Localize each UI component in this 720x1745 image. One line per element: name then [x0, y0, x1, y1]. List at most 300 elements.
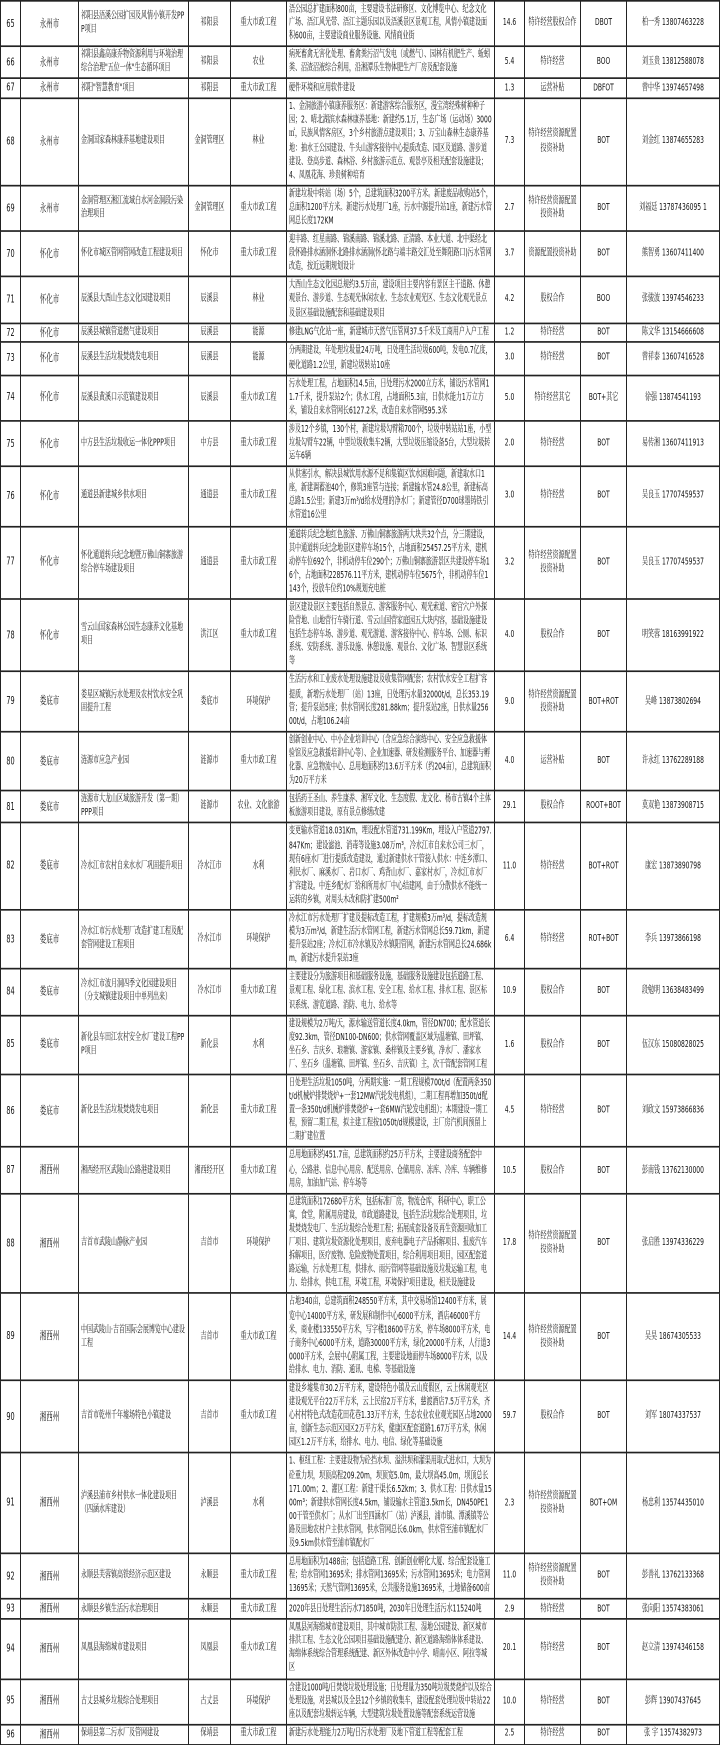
contact-cell: 张向阳 13574383061 — [627, 1599, 720, 1619]
category-cell: 环境保护 — [231, 910, 287, 969]
investment-cell: 2.9 — [495, 1599, 525, 1619]
category-cell: 水利 — [231, 1015, 287, 1074]
row-number: 89 — [1, 1294, 21, 1381]
contact-cell: 莫双艳 13873908715 — [627, 791, 720, 823]
project-name-cell: 吉首市乾州千年墟场特色小镇建设 — [79, 1380, 189, 1453]
content-cell: 冷水江市污水处理厂扩建及提标改造工程，扩建规模3万m³/d，提标改造规模为3万m³/d，新建生活污水管网工程，新建污水管网总长59.71km，新建提升泵站2座；冷水江市冷水镇及冷水镇阳管网，新建污水管网总长24.686km，新建污水提升泵站3座 — [287, 910, 495, 969]
county-cell: 祁阳县 — [189, 47, 231, 79]
category-cell: 重大市政工程 — [231, 1380, 287, 1453]
table-row — [1, 79, 720, 99]
cooperation-mode-cell: 特许经营 — [525, 343, 581, 375]
content-cell: 日处理生活垃圾1050吨，分两期实施：一期工程规模700t/d（配置两条350t/d机械炉排焚烧炉+一套12MW汽轮发电机组），二期工程再增加350t/d配置一条350t/d机械炉排焚烧炉+一套6MW汽轮发电机组）；本期建设一期工程，预留二期工程，拟主建工程按1050t/d规模建设，主厂房汽机间预留上二期扩建位置 — [287, 1074, 495, 1147]
county-cell: 辰溪县 — [189, 343, 231, 375]
table-row — [1, 47, 720, 79]
contact-cell: 康宏 13873890798 — [627, 823, 720, 910]
row-number: 72 — [1, 323, 21, 343]
county-cell: 吉首市 — [189, 1380, 231, 1453]
operation-mode-cell: BOT — [581, 343, 627, 375]
city-cell: 娄底市 — [21, 969, 79, 1015]
project-name-cell: 冷水江市波月洞四季文化园建设项目（分支城镇建设项目中单列出来） — [79, 969, 189, 1015]
content-cell: 占地340亩，总建筑面积248550平方米，其中交易场馆12400平方米，展览中心14000平方米，研发展和制作中心6000平方米，酒店46000平方米，商业楼133550平方米，写字楼18600平方米，停车场8000平方米，电子商务中心6000平方米，道路30000平方米，绿化20000平方米，人行道30000平方米，会展中心附属工程，主要建设地面停车场8000平方米，以及给排水、电力、消防、通讯、电梯、等基础设施 — [287, 1294, 495, 1381]
row-number: 86 — [1, 1074, 21, 1147]
table-row — [1, 1148, 720, 1194]
row-number: 82 — [1, 823, 21, 910]
cooperation-mode-cell: 特许经营 — [525, 467, 581, 526]
cooperation-mode-cell: 特许经营资源配置投资补助 — [525, 1554, 581, 1600]
operation-mode-cell: BOT — [581, 467, 627, 526]
city-cell: 娄底市 — [21, 910, 79, 969]
row-number: 65 — [1, 1, 21, 47]
operation-mode-cell: BOT — [581, 599, 627, 672]
operation-mode-cell: DBFOT — [581, 79, 627, 99]
table-row — [1, 231, 720, 277]
table-row — [1, 731, 720, 790]
city-cell: 娄底市 — [21, 672, 79, 731]
category-cell: 重大市政工程 — [231, 1148, 287, 1194]
cooperation-mode-cell: 特许经营其它 — [525, 375, 581, 421]
row-number: 85 — [1, 1015, 21, 1074]
operation-mode-cell: BOT — [581, 99, 627, 186]
contact-cell: 彭辉 13907437645 — [627, 1679, 720, 1725]
category-cell: 重大市政工程 — [231, 421, 287, 467]
cooperation-mode-cell: 特许经营 — [525, 47, 581, 79]
table-row — [1, 1074, 720, 1147]
content-cell: 建设规模为2万吨/天，源水输送管道长度4.0km，管径DN700；配水管道长度92.3km，管径DN100-DN600；供水管网覆盖区域为温塘镇、田坪镇、坐石乡、吉庆乡、琅塘镇、游家镇、桑梓镇及主要乡镇，净水厂、潘家水厂、坐石乡（温塘镇、田坪镇、坐石乡、吉庆镇）主，次干管配套管网工程 — [287, 1015, 495, 1074]
cooperation-mode-cell: 特许经营资源配置投资补助 — [525, 672, 581, 731]
content-cell: 生活污水和工业废水处理设施建设及收集管网配套；农村饮水安全工程扩容提质，新增污水处理厂（站）13座，日处理污水量32000t/d，总长353.19管；提升泵站5座；供水管网长度281.88km；提升泵站2座，日供水量25600t/d，占地106.24亩 — [287, 672, 495, 731]
row-number: 87 — [1, 1148, 21, 1194]
project-name-cell: 娄星区城镇污水处理及农村饮水安全巩固提升工程 — [79, 672, 189, 731]
content-cell: 分两期建设，年处理垃圾量24万吨，日处理生活垃圾600吨，发电0.7亿度，硬化道路1.2公里，新建垃圾转站10座 — [287, 343, 495, 375]
city-cell: 怀化市 — [21, 231, 79, 277]
county-cell: 通道县 — [189, 467, 231, 526]
county-cell: 冷水江市 — [189, 969, 231, 1015]
investment-cell: 59.7 — [495, 1380, 525, 1453]
investment-cell: 3.7 — [495, 231, 525, 277]
operation-mode-cell: BOT — [581, 1380, 627, 1453]
content-cell: 通道转兵纪念地红色旅游、万佛山铜寨旅游两大块共32个点，分三期建设，其中通道转兵纪念地景区建停车场15个，占地面积25457.25平方米，建机动停车位692个，非机动停车位290个；万佛山铜寨旅游景区共建设停车场16个，占地面积228576.11平方米，建机动停车位5675个，非机动停车位1143个，投放车位约10%规划充电桩 — [287, 526, 495, 599]
city-cell: 永州市 — [21, 79, 79, 99]
row-number: 79 — [1, 672, 21, 731]
category-cell: 重大市政工程 — [231, 1, 287, 47]
project-name-cell: 怀化通道转兵纪念地暨万佛山铜寨旅游综合停车场建设项目 — [79, 526, 189, 599]
category-cell: 重大市政工程 — [231, 1554, 287, 1600]
contact-cell: 张 宇 13574382973 — [627, 1724, 720, 1744]
project-name-cell: 冷水江市污水处理厂改造扩建工程及配套管网建设工程项目 — [79, 910, 189, 969]
county-cell: 通道县 — [189, 526, 231, 599]
contact-cell: 吴良玉 17707459537 — [627, 526, 720, 599]
investment-cell: 5.4 — [495, 47, 525, 79]
category-cell: 重大市政工程 — [231, 731, 287, 790]
operation-mode-cell: BOT — [581, 1554, 627, 1600]
contact-cell: 张骏波 13974546233 — [627, 277, 720, 323]
content-cell: 新建垃圾中转站（场）5个，总建筑面积3200平方米。新建废品收购站5个，总面积1200平方米。新建污水处理厂1座，污水中源提升站1座，新建污水管网总长度172KM — [287, 185, 495, 231]
operation-mode-cell: BOO — [581, 277, 627, 323]
table-row — [1, 421, 720, 467]
county-cell: 祁阳县 — [189, 79, 231, 99]
row-number: 95 — [1, 1679, 21, 1725]
county-cell: 娄底市 — [189, 672, 231, 731]
county-cell: 新化县 — [189, 1015, 231, 1074]
operation-mode-cell: BOT — [581, 969, 627, 1015]
county-cell: 涟源市 — [189, 791, 231, 823]
row-number: 66 — [1, 47, 21, 79]
operation-mode-cell: DBOT — [581, 1, 627, 47]
project-name-cell: 涟源市大龙山区域旅游开发（第一期）PPP项目 — [79, 791, 189, 823]
investment-cell: 14.6 — [495, 1, 525, 47]
table-row — [1, 1015, 720, 1074]
city-cell: 娄底市 — [21, 1074, 79, 1147]
investment-cell: 10.0 — [495, 1679, 525, 1725]
city-cell: 湘西州 — [21, 1380, 79, 1453]
city-cell: 湘西州 — [21, 1294, 79, 1381]
county-cell: 涟源市 — [189, 731, 231, 790]
cooperation-mode-cell: 运营补贴 — [525, 79, 581, 99]
project-name-cell: 辰溪县城镇管道燃气建设项目 — [79, 323, 189, 343]
content-cell: 含建设1000吨/日焚烧垃圾处理设施；日处理量为350吨垃圾焚烧炉以及综合处理设施，对县城以及全县12个乡镇的收集车，建设配套处理垃圾中转站22座以及配套垃圾转运车辆，大型建筑垃圾处置设施等配套系统运营设施 — [287, 1679, 495, 1725]
content-cell: 浯公园总扩建面积800亩，主要建设书法研修区、文化博览中心、纪念文化广场、浯江风光带、浯江主题乐园以及浯溪景区景观工程，风情小镇建设面积600亩，主要建设商业服务设施、风情商业街 — [287, 1, 495, 47]
cooperation-mode-cell: 特许经营 — [525, 1074, 581, 1147]
content-cell: 硬件环境和应用软件建设 — [287, 79, 495, 99]
contact-cell: 曾祥泰 13607416528 — [627, 343, 720, 375]
contact-cell: 刘军 18074337537 — [627, 1380, 720, 1453]
row-number: 94 — [1, 1619, 21, 1678]
investment-cell: 20.1 — [495, 1619, 525, 1678]
cooperation-mode-cell: 股权合作 — [525, 969, 581, 1015]
county-cell: 湘西经开区 — [189, 1148, 231, 1194]
table-row — [1, 1679, 720, 1725]
category-cell: 水利 — [231, 823, 287, 910]
table-row — [1, 467, 720, 526]
cooperation-mode-cell: 特许经营资源配置投资补助 — [525, 1453, 581, 1553]
operation-mode-cell: BOT — [581, 1148, 627, 1194]
operation-mode-cell: BOT+其它 — [581, 375, 627, 421]
contact-cell: 伍汉东 15080828025 — [627, 1015, 720, 1074]
content-cell: 迎丰路、红星南路、锦溪南路、锦溪北路、正清路、本业大道、北中渠经北段怀路排水涵洞怀北路排水涵洞(怀北路与端丰路交汇处至舞阳路口)污水管网改造，按近远期规划设计 — [287, 231, 495, 277]
content-cell: 新建污水处理能力2万吨/日污水处理厂及地下管道工程等配套工程 — [287, 1724, 495, 1744]
contact-cell: 刘玉贵 13812588078 — [627, 47, 720, 79]
county-cell: 新化县 — [189, 1074, 231, 1147]
table-row — [1, 672, 720, 731]
project-name-cell: 辰溪县生活垃圾焚烧发电项目 — [79, 343, 189, 375]
content-cell: 污水处理工程，占地面积14.5亩，日处理污水2000立方米，铺设污水管网11.7千米，提升泵站2个；供水工程，占地面积5.3亩，日供水能力1万立方米，铺设自来水管网长6127.2米，改造自来水管网595.3米 — [287, 375, 495, 421]
category-cell: 环境保护 — [231, 1679, 287, 1725]
table-row — [1, 599, 720, 672]
category-cell: 农业、文化旅游 — [231, 791, 287, 823]
row-number: 84 — [1, 969, 21, 1015]
city-cell: 娄底市 — [21, 823, 79, 910]
cooperation-mode-cell: 特许经营 — [525, 323, 581, 343]
cooperation-mode-cell: 资源配置投资补助 — [525, 231, 581, 277]
content-cell: 景区建设景区主要包括自然景点、游客服务中心、观光索道、密宫穴户外探险营地、山地营行车骑行道、雪云山国营家庭园五大块内容，基础设施建设包括生态停车场、游步道、观光游道、游客接待中心、停车场、公厕、标识系统、安防系统、游乐设施、休憩设施、观景台、文化广场、智慧景区系统等 — [287, 599, 495, 672]
row-number: 91 — [1, 1453, 21, 1553]
city-cell: 湘西州 — [21, 1554, 79, 1600]
county-cell: 永顺县 — [189, 1599, 231, 1619]
content-cell: 建设乡墟集市30.2万平方米，建设特色小镇及云山度假区，云上休闲观光区建设观光平台22万平方米，云上民宿2万平方米，慈渡酒店7.5万平方米，齐心村村特色式改造花田花巷1.33万平方米，生态农业农业观光园区占地2000亩，创新生态示范区园区2万平方米，健康区配套道路1.67万平方米，休闲园区1.2万平方米，给排水、电力、电信、绿化等基础设施 — [287, 1380, 495, 1453]
row-number: 80 — [1, 731, 21, 790]
category-cell: 环境保护 — [231, 1193, 287, 1293]
category-cell: 能源 — [231, 323, 287, 343]
row-number: 70 — [1, 231, 21, 277]
category-cell: 重大市政工程 — [231, 185, 287, 231]
contact-cell: 刘金红 13874655283 — [627, 99, 720, 186]
county-cell: 古丈县 — [189, 1679, 231, 1725]
project-name-cell: 湘西经开区武陵山公路港建设项目 — [79, 1148, 189, 1194]
category-cell: 能源 — [231, 343, 287, 375]
investment-cell: 10.5 — [495, 1148, 525, 1194]
row-number: 90 — [1, 1380, 21, 1453]
investment-cell: 2.3 — [495, 1453, 525, 1553]
table-row — [1, 969, 720, 1015]
investment-cell: 5.0 — [495, 375, 525, 421]
city-cell: 永州市 — [21, 99, 79, 186]
city-cell: 湘西州 — [21, 1619, 79, 1678]
table-row — [1, 526, 720, 599]
category-cell: 农业 — [231, 47, 287, 79]
category-cell: 重大市政工程 — [231, 969, 287, 1015]
row-number: 92 — [1, 1554, 21, 1600]
city-cell: 永州市 — [21, 1, 79, 47]
county-cell: 辰溪县 — [189, 277, 231, 323]
project-name-cell: 泸溪县浦市乡村供水一体化建设项目（四涵水库建设） — [79, 1453, 189, 1553]
project-name-cell: 新化县生活垃圾焚烧发电项目 — [79, 1074, 189, 1147]
contact-cell: 彭南钱 13762130000 — [627, 1148, 720, 1194]
county-cell: 洪江区 — [189, 599, 231, 672]
city-cell: 湘西州 — [21, 1599, 79, 1619]
content-cell: 病死畜禽无害化处理、畜禽粪污沼气发电（或燃气）、园林有机肥生产、蚯蚓粪、沼渣沼液综合利用，沿湘潭乐生物体肥生产厂房及配套设施 — [287, 47, 495, 79]
project-name-cell: 中国武陵山·吉首国际会展博览中心建设工程 — [79, 1294, 189, 1381]
county-cell: 冷水江市 — [189, 910, 231, 969]
operation-mode-cell: ROT+BOT — [581, 910, 627, 969]
category-cell: 重大市政工程 — [231, 1074, 287, 1147]
county-cell: 永顺县 — [189, 1554, 231, 1600]
county-cell: 辰溪县 — [189, 375, 231, 421]
category-cell: 重大市政工程 — [231, 1619, 287, 1678]
content-cell: 包括药王圣山、养生康养、湘军文化、生态度假、龙文化、杨市古镇4个主体板旅游项目建设，原有景点修缮改建 — [287, 791, 495, 823]
operation-mode-cell: BOT — [581, 421, 627, 467]
city-cell: 湘西州 — [21, 1679, 79, 1725]
county-cell: 吉首市 — [189, 1193, 231, 1293]
row-number: 69 — [1, 185, 21, 231]
row-number: 73 — [1, 343, 21, 375]
table-row — [1, 343, 720, 375]
contact-cell: 李兵 13973866198 — [627, 910, 720, 969]
cooperation-mode-cell: 特许经营 — [525, 421, 581, 467]
contact-cell: 易传湘 13607411913 — [627, 421, 720, 467]
project-name-cell: 怀化市城区管网管网改造工程建设项目 — [79, 231, 189, 277]
operation-mode-cell: BOT — [581, 185, 627, 231]
city-cell: 娄底市 — [21, 731, 79, 790]
project-name-cell: 中方县生活垃圾收运一体化PPP项目 — [79, 421, 189, 467]
project-name-cell: 金洞国家森林康养基地建设项目 — [79, 99, 189, 186]
content-cell: 修建LNG气化站一座，新建城市天然气压管网37.5千米及工商用户入户工程 — [287, 323, 495, 343]
table-body — [1, 1, 720, 1744]
category-cell: 重大市政工程 — [231, 1294, 287, 1381]
investment-cell: 2.5 — [495, 1724, 525, 1744]
city-cell: 湘西州 — [21, 1724, 79, 1744]
operation-mode-cell: BOT — [581, 1599, 627, 1619]
project-name-cell: 金洞管理区湘江流域白水河金洞段污染治理项目 — [79, 185, 189, 231]
cooperation-mode-cell: 股权合作 — [525, 1015, 581, 1074]
county-cell: 辰溪县 — [189, 323, 231, 343]
operation-mode-cell: BOT — [581, 1193, 627, 1293]
project-name-cell: 通道县新建城乡供水项目 — [79, 467, 189, 526]
contact-cell: 赵立清 13974346158 — [627, 1619, 720, 1678]
contact-cell: 徐强 13874541193 — [627, 375, 720, 421]
project-name-cell: 祁阳县浯溪公园扩园及风情小镇开发PPP项目 — [79, 1, 189, 47]
operation-mode-cell: ROOT+BOT — [581, 791, 627, 823]
category-cell: 重大市政工程 — [231, 599, 287, 672]
table-row — [1, 99, 720, 186]
row-number: 71 — [1, 277, 21, 323]
contact-cell: 曾中华 13974657498 — [627, 79, 720, 99]
cooperation-mode-cell: 股权合作 — [525, 599, 581, 672]
county-cell: 冷水江市 — [189, 823, 231, 910]
table-row — [1, 1380, 720, 1453]
contact-cell: 张启胜 13974336229 — [627, 1193, 720, 1293]
county-cell: 怀化市 — [189, 231, 231, 277]
county-cell: 保靖县 — [189, 1724, 231, 1744]
county-cell: 中方县 — [189, 421, 231, 467]
row-number: 81 — [1, 791, 21, 823]
contact-cell: 刘福廷 13787436095 1 — [627, 185, 720, 231]
table-row — [1, 323, 720, 343]
project-name-cell: 辰溪县黄溪口示范镇建设项目 — [79, 375, 189, 421]
investment-cell: 29.1 — [495, 791, 525, 823]
county-cell: 金洞管理区 — [189, 99, 231, 186]
cooperation-mode-cell: 特许经营股权合作 — [525, 1, 581, 47]
cooperation-mode-cell: 特许经营资源配置投资补助 — [525, 1193, 581, 1293]
category-cell: 林业 — [231, 99, 287, 186]
cooperation-mode-cell: 特许经营 — [525, 1599, 581, 1619]
operation-mode-cell: BOT+ROT — [581, 823, 627, 910]
content-cell: 总用地面积约451.7亩，总建筑面积约25万平方米，主要建设商务配套中心，公路港、信息中心用房、配送用房、仓储用房、冻库、冷库、车辆维修用房，加油加气站、停车场等 — [287, 1148, 495, 1194]
contact-cell: 吴良玉 17707459537 — [627, 467, 720, 526]
category-cell: 重大市政工程 — [231, 1724, 287, 1744]
investment-cell: 9.0 — [495, 672, 525, 731]
project-name-cell: 冷水江市农村自来水水厂巩固提升项目 — [79, 823, 189, 910]
operation-mode-cell: BOT — [581, 1294, 627, 1381]
category-cell: 重大市政工程 — [231, 467, 287, 526]
table-row — [1, 1294, 720, 1381]
cooperation-mode-cell: 特许经营 — [525, 1619, 581, 1678]
investment-cell: 17.8 — [495, 1193, 525, 1293]
cooperation-mode-cell: 特许经营资源配置投资补助 — [525, 1294, 581, 1381]
content-cell: 涉及12个乡镇，130个村，新建垃圾勾臂箱700个，垃圾中转站站1座，小型垃圾勾臂车22辆，中型垃圾收集车2辆，大型垃圾压缩设备5台，大型垃圾转运车6辆 — [287, 421, 495, 467]
project-name-cell: 辰溪县大酉山生态文化园建设项目 — [79, 277, 189, 323]
category-cell: 重大市政工程 — [231, 375, 287, 421]
city-cell: 怀化市 — [21, 323, 79, 343]
investment-cell: 1.6 — [495, 1015, 525, 1074]
content-cell: 主要建设分为旅游项目和基础服务设施，基础服务设施建设包括道路工程、景观工程、绿化工程、滨水工程、安全工程、给水工程、排水工程、景区标识系统、游览道路、消防、电力、给水等 — [287, 969, 495, 1015]
row-number: 77 — [1, 526, 21, 599]
table-row — [1, 910, 720, 969]
row-number: 96 — [1, 1724, 21, 1744]
cooperation-mode-cell: 股权合作 — [525, 277, 581, 323]
table-row — [1, 1554, 720, 1600]
project-name-cell: 祁阳"智慧教育"项目 — [79, 79, 189, 99]
investment-cell: 2.0 — [495, 421, 525, 467]
city-cell: 娄底市 — [21, 1015, 79, 1074]
operation-mode-cell: BOT — [581, 1619, 627, 1678]
investment-cell: 3.2 — [495, 526, 525, 599]
cooperation-mode-cell: 特许经营 — [525, 823, 581, 910]
city-cell: 湘西州 — [21, 1453, 79, 1553]
row-number: 88 — [1, 1193, 21, 1293]
contact-cell: 吴昊 18674305533 — [627, 1294, 720, 1381]
cooperation-mode-cell: 特许经营 — [525, 1724, 581, 1744]
operation-mode-cell: BOT+ROT — [581, 672, 627, 731]
operation-mode-cell: BOT — [581, 231, 627, 277]
operation-mode-cell: BOT — [581, 526, 627, 599]
operation-mode-cell: BOT — [581, 1724, 627, 1744]
content-cell: 2020年县日处理生活污水71850吨，2030年日处理生活污水115240吨 — [287, 1599, 495, 1619]
content-cell: 1、枢纽工程：主要建设物为砼挡水坝、溢洪坝和灌渠用取式进水口，大坝为砼重力坝，坝顶高程209.20m，坝顶宽5.0m，最大坝高45.0m，坝顶总长171.00m；2、灌区工程：新建干渠长6.52km；3、供水工程：日供水量1500m³；新建供水管网长度4.5km，铺设输水主管道3.5km长，DN450PE100干管至供水厂；从水厂出至四涵水厂（站）泸溪县，浦市镇、潭溪镇等公路及田地农村户主供水管网，供水管网总长6.0km，供水管至浦市镇配水厂及9.5km供水管至浦市镇配水厂 — [287, 1453, 495, 1553]
table-row — [1, 1453, 720, 1553]
contact-cell: 熊智勇 13607411400 — [627, 231, 720, 277]
investment-cell: 4.2 — [495, 277, 525, 323]
investment-cell: 10.9 — [495, 969, 525, 1015]
cooperation-mode-cell: 股权合作 — [525, 1148, 581, 1194]
content-cell: 大酉山生态文化园总规约3.5万亩，建设项目主要内容有景区主干道路、休憩观景台、游步道、生态观光休闲农业、生态农业观光区、生态文化观光景点及景区基础设施配套和基础建设项目 — [287, 277, 495, 323]
project-name-cell: 永顺县乡镇生活污水治理项目 — [79, 1599, 189, 1619]
table-row — [1, 375, 720, 421]
row-number: 75 — [1, 421, 21, 467]
cooperation-mode-cell: 特许经营资源配置投资补助 — [525, 99, 581, 186]
operation-mode-cell: BOO — [581, 47, 627, 79]
city-cell: 永州市 — [21, 185, 79, 231]
contact-cell: 许永红 13762289188 — [627, 731, 720, 790]
city-cell: 怀化市 — [21, 599, 79, 672]
content-cell: 创新创业中心、中小企业培训中心（含应急综合演练中心、安全应急救援体验馆及应急救援培训中心等）、企业加速器、研发检测服务平台、加速器与孵化器、应急物流中心、总用地面积约13.6万平方米（约204亩），总建筑面积为20万平方米 — [287, 731, 495, 790]
project-name-cell: 新化县车田江农村安全水厂建设工程PPP项目 — [79, 1015, 189, 1074]
contact-cell: 柏一秀 13807463228 — [627, 1, 720, 47]
city-cell: 怀化市 — [21, 375, 79, 421]
content-cell: 总用地面积为1488亩；包括道路工程、创新创业孵化大厦、综合配套设施工程；给水管网13695米；排水管网13695米；污水管网13695米；电力管网13695米；天然气管网13695米，公共服务设施13695米，土地储备600亩 — [287, 1554, 495, 1600]
project-name-cell: 凤凰县海绵城市建设项目 — [79, 1619, 189, 1678]
operation-mode-cell: BOT — [581, 1679, 627, 1725]
contact-cell: 杨忠利 13574435010 — [627, 1453, 720, 1553]
investment-cell: 3.0 — [495, 467, 525, 526]
content-cell: 1、金洞旅游小镇康养服务区：新建游客综合服务区，漫宝湾经殊树种种子园；2、晴北湖滨水森林康养基地：新建约5.1万，生态广场（运动场）3000㎡，民族风情客房区，3个乡村旅游点建设项目；3、万宝山森林生态康养基地：抽水王公园建设、牛头山游客接待中心提质改造、园区及道路、游步道建设、登高步道、森林浴、乡村旅游示范点、观景亭及相关配套设施建设；4、凤凰花海、珍贵树种培育 — [287, 99, 495, 186]
city-cell: 永州市 — [21, 47, 79, 79]
cooperation-mode-cell: 特许经营资源配置投资补助 — [525, 185, 581, 231]
contact-cell: 吴峰 13873802694 — [627, 672, 720, 731]
investment-cell: 1.3 — [495, 79, 525, 99]
table-row — [1, 791, 720, 823]
contact-cell: 陈文华 13154666608 — [627, 323, 720, 343]
investment-cell: 7.3 — [495, 99, 525, 186]
investment-cell: 4.5 — [495, 1074, 525, 1147]
cooperation-mode-cell: 特许经营 — [525, 910, 581, 969]
project-name-cell: 祁阳县鑫高康乔物资源利用与环境治理综合治理"五位一体"生态循环项目 — [79, 47, 189, 79]
city-cell: 怀化市 — [21, 526, 79, 599]
table-row — [1, 1193, 720, 1293]
cooperation-mode-cell: 股权合作 — [525, 1380, 581, 1453]
operation-mode-cell: BOT — [581, 731, 627, 790]
investment-cell: 3.0 — [495, 343, 525, 375]
cooperation-mode-cell: 特许经营资源配置投资补助 — [525, 526, 581, 599]
row-number: 68 — [1, 99, 21, 186]
category-cell: 重大市政工程 — [231, 79, 287, 99]
row-number: 93 — [1, 1599, 21, 1619]
project-name-cell: 雪云山国家森林公园生态康养文化基地项目 — [79, 599, 189, 672]
table-row — [1, 823, 720, 910]
county-cell: 金洞管理区 — [189, 185, 231, 231]
city-cell: 怀化市 — [21, 467, 79, 526]
content-cell: 总建筑面积172680平方米，包括标准厂房，物流仓库，科研中心，职工公寓，食堂，附属用房建设，市政道路建设，包括生活垃圾综合处理项目，垃圾焚烧发电厂、生活垃圾综合处理工程；拓展成套设备及再生资源回收加工厂项目、建筑垃圾资源化处理项目，废弃电器电子产品拆解项目、报废汽车拆解项目，医疗废物、危险废物处置项目，综合利用项目项目，园区配套道路运输，污水处理工程，供排水、雨污管网等基础设施及垃圾运输工程，电力、给排水，供电工程，环境工程，环境保护项目建设，相关设施建设 — [287, 1193, 495, 1293]
operation-mode-cell: BOT+OM — [581, 1453, 627, 1553]
